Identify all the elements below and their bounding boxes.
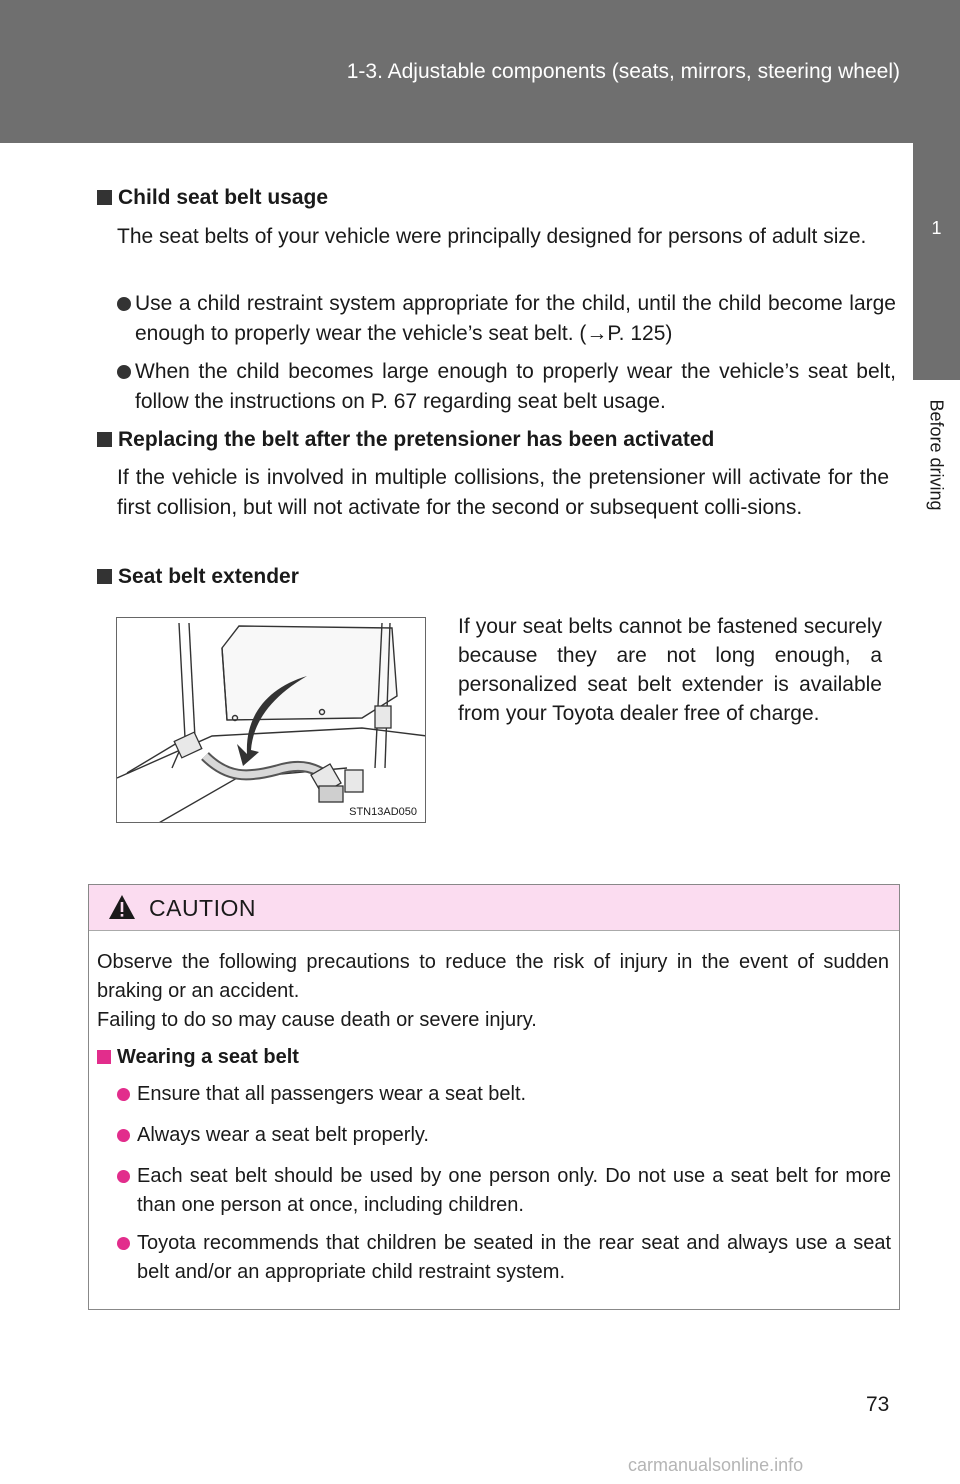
caution-consequence: Failing to do so may cause death or severe injury.	[97, 1009, 537, 1031]
caution-title: CAUTION	[149, 895, 256, 921]
list-item: Always wear a seat belt properly.	[117, 1121, 891, 1150]
square-bullet-icon	[97, 190, 112, 205]
list-item: When the child becomes large enough to properly wear the vehicle’s seat belt, follow the instructions on P. 67 regarding seat belt usage.	[117, 357, 896, 417]
caution-heading: Wearing a seat belt	[97, 1046, 299, 1069]
square-bullet-icon	[97, 432, 112, 447]
child-body: The seat belts of your vehicle were principally designed for persons of adult size.	[117, 225, 867, 248]
list-item: Toyota recommends that children be seated in the rear seat and always use a seat belt and/or an appropriate child restraint system.	[117, 1229, 891, 1287]
bullet-dot-icon	[117, 1129, 130, 1142]
chapter-number: 1	[931, 218, 942, 238]
watermark: carmanualsonline.info	[628, 1455, 804, 1475]
bullet-dot-icon	[117, 1237, 130, 1250]
seat-belt-extender-illustration	[116, 617, 426, 823]
caution-intro: Observe the following precautions to reduce the risk of injury in the event of sudden braking or an accident.	[97, 951, 889, 1002]
chapter-label: Before driving	[926, 399, 947, 511]
replacing-heading: Replacing the belt after the pretensioner has been activated	[97, 428, 714, 452]
figure-code: STN13AD050	[349, 806, 417, 818]
caution-header	[89, 885, 899, 931]
list-item: Use a child restraint system appropriate for the child, until the child become large enough to properly wear the vehicle’s seat belt. (→P. 125)	[117, 289, 896, 349]
caution-box	[88, 884, 900, 1310]
page-header	[0, 0, 960, 143]
replacing-body: If the vehicle is involved in multiple collisions, the pretensioner will activate for the first collision, but will not activate for the second or subsequent colli-sions.	[117, 466, 889, 519]
chapter-tab	[913, 143, 960, 380]
list-item: Each seat belt should be used by one person only. Do not use a seat belt for more than one person at once, including children.	[117, 1162, 891, 1220]
list-item: Ensure that all passengers wear a seat belt.	[117, 1080, 891, 1109]
seat-belt-extender-drawing	[117, 618, 426, 823]
header-title: 1-3. Adjustable components (seats, mirrors, steering wheel)	[346, 60, 900, 83]
bullet-dot-icon	[117, 1170, 130, 1183]
square-bullet-icon	[97, 1050, 111, 1064]
warning-triangle-icon	[107, 893, 137, 921]
bullet-dot-icon	[117, 365, 131, 379]
extender-heading: Seat belt extender	[97, 565, 299, 589]
bullet-dot-icon	[117, 297, 131, 311]
bullet-dot-icon	[117, 1088, 130, 1101]
page-number: 73	[866, 1393, 890, 1416]
extender-body: If your seat belts cannot be fastened securely because they are not long enough, a personalized seat belt extender is available from your Toyota dealer free of charge.	[458, 615, 882, 725]
child-heading: Child seat belt usage	[97, 186, 328, 210]
square-bullet-icon	[97, 569, 112, 584]
